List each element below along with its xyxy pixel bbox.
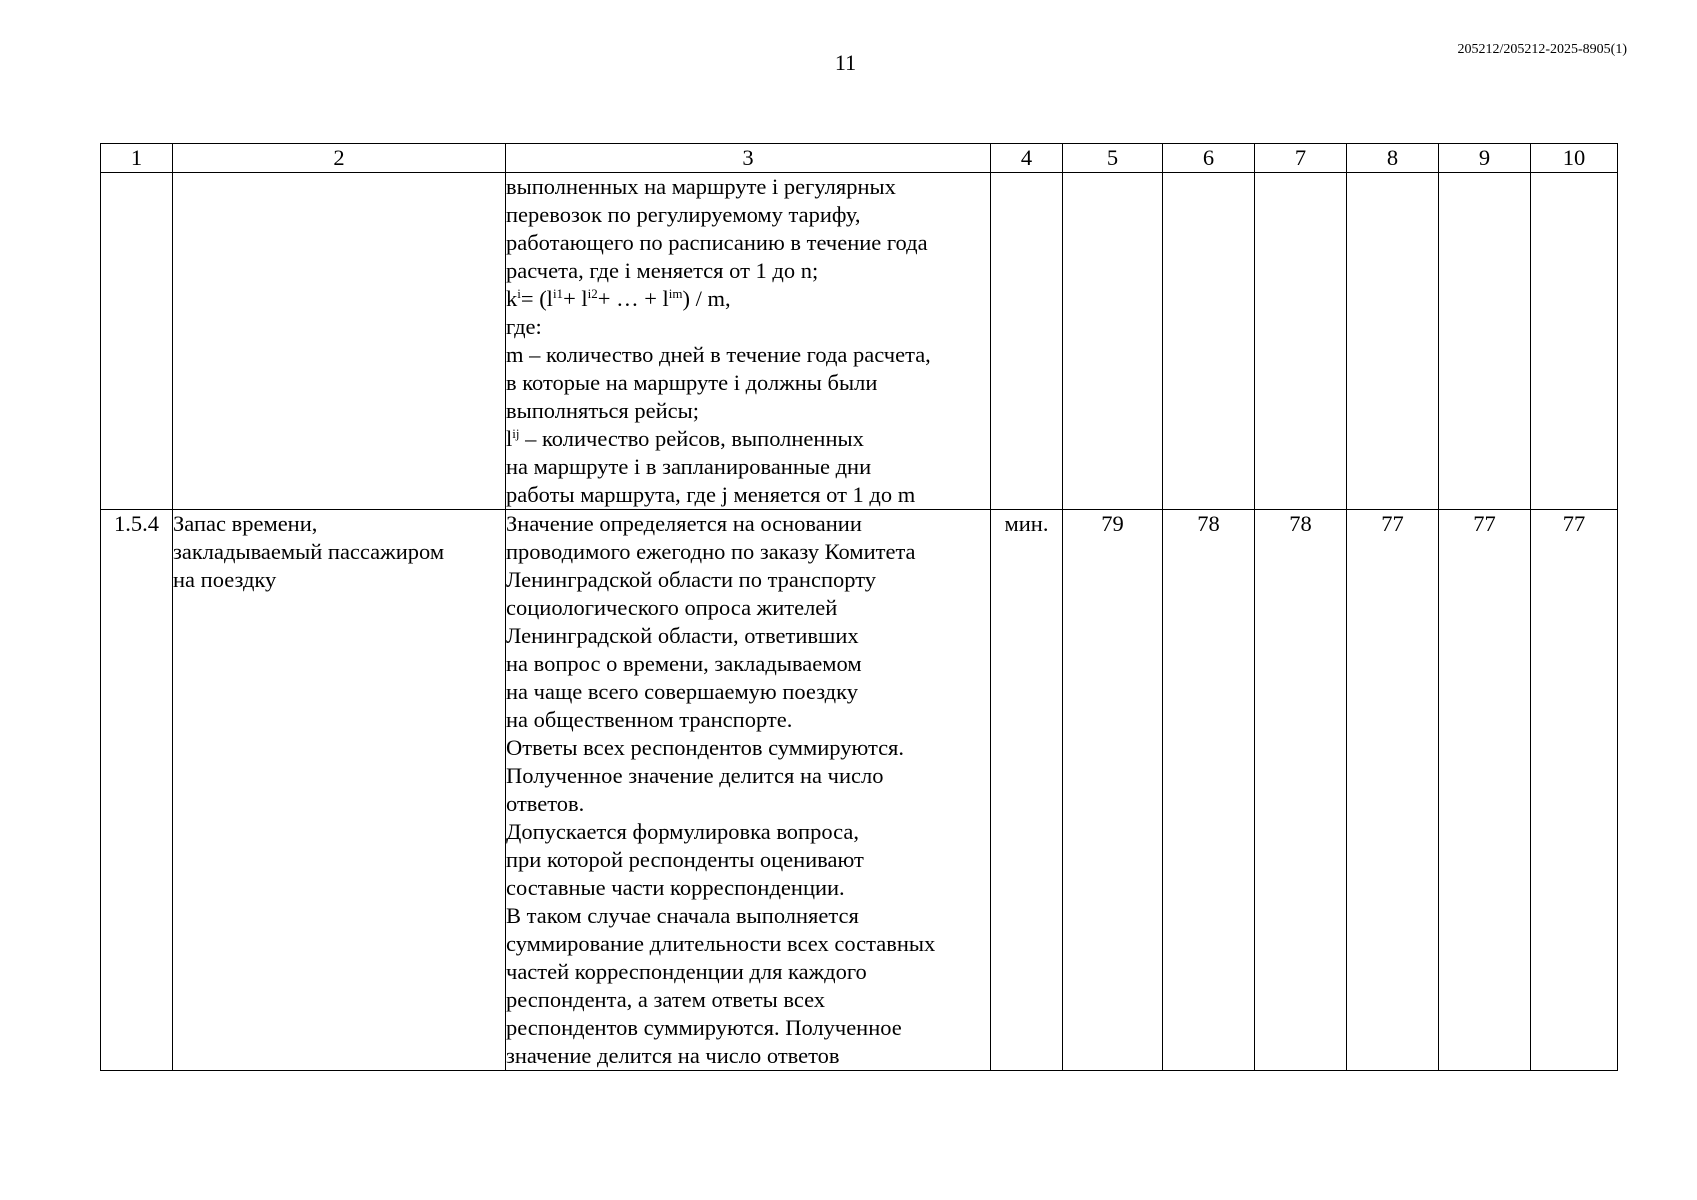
method-line: на общественном транспорте. (506, 707, 793, 732)
formula-superscript: im (668, 286, 683, 301)
name-line: Запас времени, (173, 511, 318, 536)
value-cell: 77 (1347, 510, 1439, 1071)
name-line: на поездку (173, 567, 277, 592)
header-row (101, 144, 1618, 173)
method-line: частей корреспонденции для каждого (506, 959, 867, 984)
formula-part: – количество рейсов, выполненных (519, 426, 864, 451)
method-line: при которой респонденты оценивают (506, 847, 864, 872)
value-cell: 78 (1255, 510, 1347, 1071)
method-line: ответов. (506, 791, 585, 816)
value-cell: 77 (1531, 510, 1618, 1071)
column-header: 3 (506, 144, 991, 173)
column-header: 2 (173, 144, 506, 173)
formula-part: k (506, 286, 518, 311)
method-line: Ответы всех респондентов суммируются. (506, 735, 905, 760)
document-id: 205212/205212-2025-8905(1) (1457, 42, 1627, 57)
method-line: суммирование длительности всех составных (506, 931, 936, 956)
method-line: составные части корреспонденции. (506, 875, 845, 900)
column-header: 6 (1163, 144, 1255, 173)
formula-line (506, 285, 990, 313)
value-cell (1163, 173, 1255, 510)
method-line: значение делится на число ответов (506, 1043, 840, 1068)
column-header: 9 (1439, 144, 1531, 173)
value-cell (1063, 173, 1163, 510)
method-line: m – количество дней в течение года расчета, (506, 342, 931, 367)
table-row-1-5-4 (101, 510, 1618, 1071)
method-line: Ленинградской области по транспорту (506, 567, 876, 592)
formula-part: + … + l (597, 286, 669, 311)
row-number-cell: 1.5.4 (101, 510, 173, 1071)
column-header: 8 (1347, 144, 1439, 173)
page-number: 11 (834, 50, 857, 75)
formula-superscript: ij (512, 426, 520, 441)
formula-part: + l (563, 286, 588, 311)
formula-superscript: i1 (552, 286, 564, 301)
formula-part: ) / m, (682, 286, 731, 311)
method-line: респондента, а затем ответы всех (506, 987, 826, 1012)
method-line: Допускается формулировка вопроса, (506, 819, 860, 844)
calculation-method-cell (506, 510, 991, 1071)
value-cell (1347, 173, 1439, 510)
method-line: где: (506, 314, 542, 339)
value-cell: 78 (1163, 510, 1255, 1071)
formula-superscript: i2 (587, 286, 598, 301)
method-line: выполненных на маршруте i регулярных (506, 174, 896, 199)
value-cell: 77 (1439, 510, 1531, 1071)
row-number-cell (101, 173, 173, 510)
column-header: 5 (1063, 144, 1163, 173)
method-line: расчета, где i меняется от 1 до n; (506, 258, 819, 283)
formula-line (506, 425, 990, 453)
method-line: перевозок по регулируемому тарифу, (506, 202, 861, 227)
value-cell: 79 (1063, 510, 1163, 1071)
method-line: на чаще всего совершаемую поездку (506, 679, 858, 704)
method-line: выполняться рейсы; (506, 398, 700, 423)
method-line: социологического опроса жителей (506, 595, 838, 620)
column-header: 10 (1531, 144, 1618, 173)
table-row-continuation (101, 173, 1618, 510)
column-header: 4 (991, 144, 1063, 173)
method-line: Значение определяется на основании (506, 511, 862, 536)
method-line: на маршруте i в запланированные дни (506, 454, 872, 479)
method-line: в которые на маршруте i должны были (506, 370, 878, 395)
name-line: закладываемый пассажиром (173, 539, 445, 564)
formula-part: l (506, 426, 513, 451)
unit-cell (991, 173, 1063, 510)
unit-cell: мин. (991, 510, 1063, 1071)
value-cell (1531, 173, 1618, 510)
indicator-name-cell (173, 173, 506, 510)
column-header: 7 (1255, 144, 1347, 173)
method-line: В таком случае сначала выполняется (506, 903, 859, 928)
method-line: респондентов суммируются. Полученное (506, 1015, 902, 1040)
method-line: на вопрос о времени, закладываемом (506, 651, 862, 676)
indicator-name-cell (173, 510, 506, 1071)
indicator-table (100, 143, 1618, 1071)
value-cell (1439, 173, 1531, 510)
method-line: работающего по расписанию в течение года (506, 230, 928, 255)
value-cell (1255, 173, 1347, 510)
method-line: работы маршрута, где j меняется от 1 до m (506, 482, 916, 507)
method-line: Ленинградской области, ответивших (506, 623, 859, 648)
formula-superscript: i (517, 286, 521, 301)
calculation-method-cell (506, 173, 991, 510)
column-header: 1 (101, 144, 173, 173)
formula-part: = (l (520, 286, 553, 311)
method-line: проводимого ежегодно по заказу Комитета (506, 539, 916, 564)
method-line: Полученное значение делится на число (506, 763, 884, 788)
